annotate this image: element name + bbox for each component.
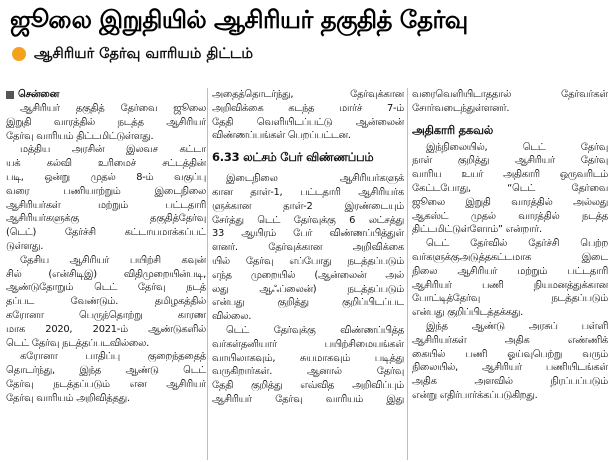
bullet-icon <box>12 47 26 61</box>
paragraph <box>412 320 608 403</box>
text-line: படி, ஒன்று முதல் 8-ம் வகுப்பு <box>6 171 206 183</box>
text-line: என்று எதிர்பார்க்கப்படுகிறது. <box>412 389 538 401</box>
paragraph <box>212 88 404 143</box>
text-line: வரை பணியாற்றும் இடைநிலை <box>6 185 206 197</box>
text-line: அதிக அளவில் நிரப்பப்படும் <box>412 376 608 388</box>
paragraph <box>6 254 206 351</box>
text-line: ளுக்கான தாள்-2 இரண்டையும் <box>212 200 404 212</box>
dateline <box>6 88 206 102</box>
paragraph <box>412 237 608 320</box>
text-line: தேர்வு வாரியம் திட்டமிட்டுள்ளது. <box>6 130 154 142</box>
text-line: ஆசிரியர்களுக்கு தகுதித்தேர்வு <box>6 213 206 225</box>
paragraph <box>6 102 206 143</box>
text-line: இந்நிலையில், டெட் தேர்வு <box>426 141 608 153</box>
text-line: கரோனா பெருந்தொற்று காரண <box>6 309 206 321</box>
text-line: வர்கள்தனியார் பயிற்சிமையங்கள் <box>212 338 404 350</box>
text-line: இந்த ஆண்டு அரசுப் பள்ளி <box>426 320 608 332</box>
text-line: வாயிலாகவும், சுயமாகவும் படித்து <box>212 352 404 364</box>
section-subheading: அதிகாரி தகவல் <box>412 122 493 137</box>
column-divider <box>407 88 408 460</box>
text-line: இறுதி வாரத்தில் நடத்த ஆசிரியர் <box>6 116 206 128</box>
text-line: ஆசிரியர் தகுதித் தேர்வை ஜூலை <box>20 103 206 114</box>
text-line: திட்டமிட்டுள்ளோம்” என்றார். <box>412 224 542 236</box>
text-line: தேர்வு வாரியம் அறிவித்தது. <box>6 392 130 404</box>
text-line: போட்டித்தேர்வு நடத்தப்படும் <box>412 293 608 305</box>
text-line: கேட்டபோது, “டெட் தேர்வை <box>412 182 608 194</box>
text-line: மாக 2020, 2021-ம் ஆண்டுகளில் <box>6 323 206 335</box>
text-line: ளனர். தேர்வுக்கான அறிவிக்கை <box>212 242 404 254</box>
text-line: எந்த முறையில் (ஆன்லைன் அல் <box>212 269 404 281</box>
text-line: நாள் குறித்து ஆசிரியர் தேர்வு <box>412 155 608 167</box>
text-line: டுள்ளது. <box>6 240 44 252</box>
text-line: தேதி குறித்து எவ்வித அறிவிப்பும் <box>212 380 404 392</box>
text-line: சில் (என்சிடிஇ) விதிமுறையின்படி, <box>6 268 206 280</box>
paragraph <box>412 141 608 238</box>
dateline-square-icon <box>6 91 14 99</box>
dateline-city: சென்னை <box>18 89 59 101</box>
text-line: இடைநிலை ஆசிரியர்களுக் <box>226 173 404 185</box>
text-line: வில்லை. <box>212 311 252 323</box>
text-line: ஆசிரியர் தேர்வு வாரியம் இது <box>212 393 404 405</box>
text-line: ஆசிரியர் பணி நியமனத்துக்கான <box>412 279 608 291</box>
section-subheading: 6.33 லட்சம் பேர் விண்ணப்பம் <box>212 150 374 165</box>
text-line: வருகிறார்கள். ஆனால் தேர்வு <box>212 366 404 378</box>
text-line: சோர்வடைந்துள்ளனர். <box>412 102 510 114</box>
text-line: என்பது குறித்து குறிப்பிடப்பட <box>212 297 404 309</box>
text-line: சேர்த்து டெட் தேர்வுக்கு 6 லட்சத்து <box>212 214 404 226</box>
paragraph <box>212 324 404 407</box>
headline: ஜூலை இறுதியில் ஆசிரியர் தகுதித் தேர்வு <box>10 5 468 34</box>
text-line: தொடர்ந்து, இந்த ஆண்டு டெட் <box>6 365 206 377</box>
text-line: (டெட்) தேர்ச்சி கட்டாயமாக்கப்பட் <box>6 227 206 239</box>
paragraph <box>6 350 206 405</box>
text-line: ஜூலை இறுதி வாரத்தில் அல்லது <box>412 196 608 208</box>
paragraph <box>412 88 608 116</box>
article-column-3 <box>412 88 608 403</box>
text-line: யக் கல்வி உரிமைச் சட்டத்தின் <box>6 158 206 170</box>
text-line: ஆசிரியர்கள் அதிக எண்ணிக் <box>412 334 608 346</box>
text-line: கையில் பணி ஓய்வுபெற்று வரும் <box>412 348 608 360</box>
subheadline-row <box>12 43 253 65</box>
column-divider <box>207 88 208 460</box>
subheadline: ஆசிரியர் தேர்வு வாரியம் திட்டம் <box>34 46 254 62</box>
text-line: ஆசிரியர்கள் மற்றும் பட்டதாரி <box>6 199 206 211</box>
text-line: வாரிய உயர் அதிகாரி ஒருவரிடம் <box>412 169 608 181</box>
text-line: கான தாள்-1, பட்டதாரி ஆசிரியர்க <box>212 186 404 198</box>
text-line: நிலையில், ஆசிரியர் பணியிடங்கள் <box>412 362 608 374</box>
text-line: தப்பட வேண்டும். தமிழகத்தில் <box>6 296 206 308</box>
text-line: அறிவிக்கை கடந்த மார்ச் 7-ம் <box>212 102 404 114</box>
text-line: ஆகஸ்ட் முதல் வாரத்தில் நடத்த <box>412 210 608 222</box>
text-line: வரைவெளியிடாததால் தேர்வர்கள் <box>412 89 608 100</box>
text-line: 33 ஆயிரம் பேர் விண்ணப்பித்துள் <box>212 228 404 240</box>
text-line: தேதி வெளியிடப்பட்டு ஆன்லைன் <box>212 116 404 128</box>
text-line: டெட் தேர்வில் தேர்ச்சி பெற்ற <box>426 238 608 250</box>
article-column-1 <box>6 88 206 406</box>
paragraph <box>212 172 404 324</box>
text-line: விண்ணப்பங்கள் பெறப்பட்டன. <box>212 130 351 142</box>
article-column-2 <box>212 88 404 407</box>
text-line: ஆண்டுதோறும் டெட் தேர்வு நடத் <box>6 282 206 294</box>
paragraph <box>6 143 206 253</box>
text-line: டெட் தேர்வு நடத்தப்படவில்லை. <box>6 337 149 349</box>
text-line: அதைத்தொடர்ந்து, தேர்வுக்கான <box>212 89 404 100</box>
text-line: மத்திய அரசின் இலவச கட்டா <box>20 144 206 156</box>
text-line: டெட் தேர்வுக்கு விண்ணப்பித்த <box>226 324 404 336</box>
text-line: கரோனா பாதிப்பு குறைந்ததைத் <box>20 351 206 363</box>
text-line: தேர்வு நடத்தப்படும் என ஆசிரியர் <box>6 378 206 390</box>
text-line: யில் தேர்வு எப்போது நடத்தப்படும் <box>212 255 404 267</box>
text-line: வர்களுக்குஅடுத்தகட்டமாக இடை <box>412 251 608 263</box>
text-line: நிலை ஆசிரியர் மற்றும் பட்டதாரி <box>412 265 608 277</box>
text-line: லது ஆஃப்லைன்) நடத்தப்படும் <box>212 283 404 295</box>
text-line: தேசிய ஆசிரியர் பயிற்சி கவுன் <box>20 254 206 266</box>
text-line: என்பது குறிப்பிடத்தக்கது. <box>412 307 523 319</box>
